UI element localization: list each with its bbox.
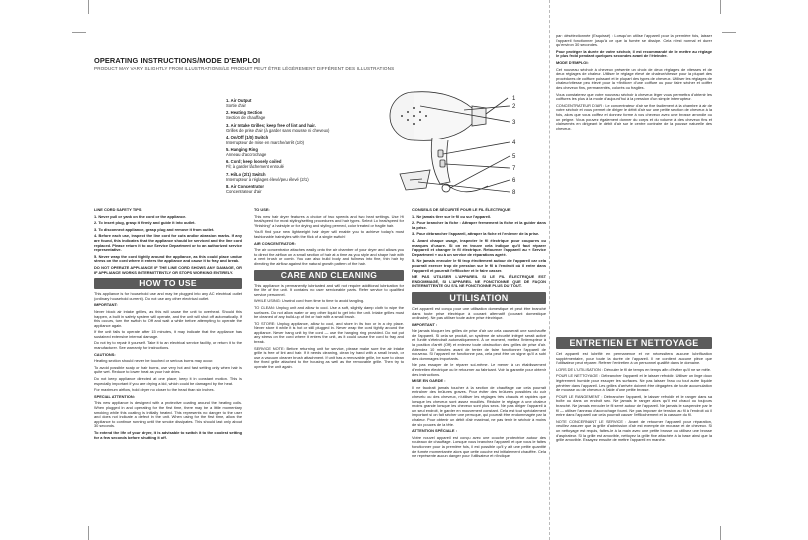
crop-mark xyxy=(88,526,89,540)
section-bar-how-to-use: HOW TO USE xyxy=(94,278,242,289)
parts-list-item: 2. Heating Section Section de chauffage xyxy=(226,110,266,121)
parts-list-item: 7. Hi/Lo (2/1) Switch Interrupteur à réglages élevé/peu élevé (2/1) xyxy=(226,171,309,182)
grille-hole xyxy=(401,115,403,117)
air-concentrator xyxy=(400,170,430,190)
callout-label: 2 xyxy=(512,104,516,110)
grille-hole xyxy=(419,119,421,121)
on-off-switch xyxy=(438,150,443,157)
col-en-care-cleaning: TO USE: This new hair dryer features a choice of two speeds and two heat settings. Use Hi heat/speed for most styling/setting procedures and hair types. Select Lo heat/speed for "finishing" a hairstyle or for drying and styling permed, color treated or fragile hair. You'll find your new lightweight hair dryer will enable you to achieve today's most fashionable hairstyles with the flick of a single switch! AIR CONCENTRATOR: The air concentrator attaches easily onto the air chamber of your dryer and allows you to direct the airflow on a small section of hair at a time as you style and shape hair with a vent brush or comb. You can also build body and fullness into fine, thin hair by directing the airflow against the natural growth pattern of the hair. CARE AND CLEANING This appliance is permanently lubricated and will not require additional lubrication for the life of the unit. It contains no user serviceable parts. Refer service to qualified service personnel. WHILE USING: Unwind cord from time to time to avoid tangling. TO CLEAN: Unplug unit and allow to cool. Use a soft, slightly damp cloth to wipe the surfaces. Do not allow water or any other liquid to get into the unit. Intake grilles must be cleaned of any build-up of lint or hair with a small brush. TO STORE: Unplug appliance, allow to cool, and store in its box or in a dry place. Never store it while it is hot or still plugged in. Never wrap the cord tightly around the appliance. Never hang unit by the cord — use the hanging ring provided. Do not put any stress on the cord where it enters the unit, as it could cause the cord to fray and break. SERVICE NOTE: Before returning unit for service, please make sure the air intake grille is free of lint and hair. If it needs cleaning, clean by hand with a small brush, or use a vacuum cleaner brush attachment. If unit has a removable grille, be sure to clean the fixed grille attached to the housing as well as the removable grille. Then try to operate the unit again. xyxy=(254,207,404,370)
callout-label: 4 xyxy=(512,140,516,146)
page-subtitle: PRODUCT MAY VARY SLIGHTLY FROM ILLUSTRATIONS/LE PRODUIT PEUT ÊTRE LÉGÈREMENT DIFFÉRENT DES ILLUSTRATIONS xyxy=(94,66,395,71)
page-title: OPERATING INSTRUCTIONS/MODE D'EMPLOI xyxy=(94,56,261,65)
callout-label: 8 xyxy=(512,190,516,196)
crop-mark xyxy=(720,0,721,14)
grille-hole xyxy=(413,115,415,117)
power-cord xyxy=(446,184,488,192)
crop-mark xyxy=(88,0,89,14)
parts-list-item: 5. Hanging Ring Anneau d'accrochage xyxy=(226,147,267,158)
grille-hole xyxy=(407,111,409,113)
section-heading: LINE CORD SAFETY TIPS xyxy=(94,207,142,212)
callout-label: 5 xyxy=(512,154,516,160)
dryer-body xyxy=(414,92,475,141)
fr-usage-intro: par: désélectionnée (Esquissé) : Lorsqu'on utilise l'appareil pour la première fois, laisser l'appareil fonctionner jusqu'à ce que la fumée se dissipe. Cela n'est normal et durer qu'environ 30 secondes. Pour protéger la durée de votre séchoir, il est recommandé de le mettre au réglage le plus froid pendant quelques secondes avant de l'éteindre. MODE D'EMPLOI: Cet nouveau séchoir à cheveux présente un choix de deux réglages de vitesses et de deux réglages de chaleur. Utiliser le réglage élevé de chaleur/vitesse pour la plupart des procédures de coiffure puissant et le plupart des types de cheveux. Utiliser les réglages de chaleur/vitesse peu élevé pour la «finition» d'une coiffure ou pour faire sécher et coiffer des cheveux fins, permanentés, colorés ou fragiles. Vous constaterez que votre nouveau séchoir à cheveux léger vous permettra d'obtenir les coiffures les plus à la mode d'aujourd'hui à la pression d'un simple interrupteur. CONCENTRATEUR D'AIR : Le concentrateur d'air se fixe facilement à la chambre à air de votre séchoir et vous permet de diriger le débit d'air sur une petite section de cheveux à la fois, alors que vous coiffez et donnez forme à vos cheveux avec une brosse arrondie ou un peigne. Vous pouvez également donner du corps et du volume à des cheveux fins et clairsemés en dirigeant le débit d'air sur le centre contraire de la pousse naturelle des cheveux. xyxy=(556,33,712,131)
crop-mark xyxy=(72,32,86,33)
parts-list-item: 3. Air Intake Grilles; keep free of lint and hair. Grilles de prise d'air (à garder sans mousse ni cheveux) xyxy=(226,122,330,133)
section-bar-entretien: ENTRETIEN ET NETTOYAGE xyxy=(556,337,712,349)
grille-hole xyxy=(413,107,415,109)
parts-list-item: 4. On/Off (1/0) Switch Interrupteur de mise en marche/arrêt (1/0) xyxy=(226,134,304,145)
crop-mark xyxy=(720,526,721,540)
col-fr-utilisation: CONSEILS DE SÉCURITÉ POUR LE FIL ÉLECTRIQUE 1. Ne jamais tirer sur le fil ou sur l'appareil. 2. Pour brancher la fiche : Attraper fermement la fiche et la guider dans la prise. 3. Pour débrancher l'appareil, attraper la fiche et l'enlever de la prise. 4. Avant chaque usage, inspecter le fil électrique pour coupures ou marques d'usure. Si on en trouve cela indique qu'il faut réparer l'appareil et changer le fil électrique. Retourner l'appareil au « Service Department » ou à un service de réparations agréé. 5. Ne jamais enrouler le fil trop étroitement autour de l'appareil car cela pourrait exercer trop de pression sur le fil à l'endroit où il entre dans l'appareil et pourrait l'effilocher et le faire casser. NE PAS UTILISER L'APPAREIL SI LE FIL ÉLECTRIQUE EST ENDOMMAGÉ, SI L'APPAREIL NE FONCTIONNE QUE DE FAÇON INTERMITTENTE OU S'IL NE FONCTIONNE PLUS DU TOUT. UTILISATION Cet appareil est conçu pour une utilisation domestique et peut être branché dans toute prise électrique à courant alternatif (courant domestique ordinaire). Ne pas utiliser toute autre prise électrique. IMPORTANT : Ne jamais bloquer les grilles de prise d'air car cela causerait une surchauffe de l'appareil. Si cela se produit, un système de sécurité intégré serait activé et l'unité s'éteindrait automatiquement. À ce moment, mettez l'interrupteur à la position d'arrêt (Off) et enlevez toute obstruction des grilles de prise d'air. Attendez 10 minutes avant de tenter de faire fonctionner l'appareil de nouveau. Si l'appareil ne fonctionne pas, cela peut être un signe qu'il a subi des dommages importants. Ne pas essayer de le réparer soi-même. Le mener à un établissement d'entretien électrique ou le retourner au fabricant. Voir la garantie pour obtenir des instructions. MISE EN GARDE : Il ne faudrait jamais toucher à la section de chauffage car cela pourrait entraîner des brûlures graves. Pour éviter des brûlures possibles du cuir chevelu ou des cheveux, n'utiliser les réglages très chauds et rapides que lorsque les cheveux sont assez mouillés. Réduire le réglage à une chaleur moins grande lorsque les cheveux sont plus secs. Ne pas diriger l'appareil à un seul endroit, le garder en mouvement constant. Cela est tout spécialement important si on fait sécher une perruque, qui pourrait être endommagée par la chaleur. Pour obtenir un débit d'air maximal, ne pas tenir le séchoir à moins de six pouces de la tête. ATTENTION SPÉCIALE : Votre nouvel appareil est conçu avec une couche protectrice autour des rouleaux de chauffage. Lorsque vous branchez l'appareil et que vous le faites fonctionner pour la première fois, il est possible qu'il y ait une petite quantité de fumée momentanée alors que cette couche est initialement chauffée. Cela ne représente aucun danger pour l'utilisateur et n'indique xyxy=(412,207,546,459)
section-bar-utilisation: UTILISATION xyxy=(412,292,546,304)
callout-label: 7 xyxy=(512,166,516,172)
col-en-how-to-use: LINE CORD SAFETY TIPS 1. Never pull or yank on the cord or the appliance. 2. To insert plug, grasp it firmly and guide it into outlet. 3. To disconnect appliance, grasp plug and remove it from outlet. 4. Before each use, inspect the line cord for cuts and/or abrasion marks. If any are found, this indicates that the appliance should be serviced and the line cord replaced. Please return it to our Service Department or to an authorized service representative. 5. Never wrap the cord tightly around the appliance, as this could place undue stress on the cord where it enters the appliance and cause it to fray and break. DO NOT OPERATE APPLIANCE IF THE LINE CORD SHOWS ANY DAMAGE, OR IF APPLIANCE WORKS INTERMITTENTLY OR STOPS WORKING ENTIRELY. HOW TO USE This appliance is for household use and may be plugged into any AC electrical outlet (ordinary household current). Do not use any other electrical outlet. IMPORTANT: Never block air intake grilles, as this will cause the unit to overheat. Should this happen, a built in safety system will operate, and the unit will shut off automatically. If this occurs, turn the switch to Off and wait a while before attempting to operate the appliance again. If the unit fails to operate after 15 minutes, it may indicate that the appliance has sustained extensive internal damage. Do not try to repair it yourself. Take it to an electrical service facility, or return it to the manufacturer. See warranty for instructions. CAUTIONS: Heating section should never be touched or serious burns may occur. To avoid possible scalp or hair burns, use very hot and fast setting only when hair is quite wet. Reduce to lower heat as your hair dries. Do not keep appliance directed at one place; keep it in constant motion. This is especially important if you are drying a kid, which could be damaged by the heat. For maximum airflow, hold dryer no closer to the head than six inches. SPECIAL ATTENTION: This new appliance is designed with a protective coating around the heating coils. When plugged in and operating for the first time, there may be a little momentary smoking while this coating is initially heated. This represents no danger to the user and does not indicate a defect in the unit. When using for the first time, allow the appliance to continue running until the smoke dissipates. This should last only about 30 seconds. To extend the life of your dryer, it is advisable to switch it to the coolest setting for a few seconds before shutting it off. xyxy=(94,207,242,440)
callout-label: 1 xyxy=(512,96,516,102)
parts-list xyxy=(226,98,346,196)
parts-list-item: 8. Air Concentrator Concentrateur d'air xyxy=(226,184,264,195)
section-heading: CONSEILS DE SÉCURITÉ POUR LE FIL ÉLECTRIQUE xyxy=(412,207,511,212)
callout-label: 3 xyxy=(512,120,516,126)
section-bar-care-cleaning: CARE AND CLEANING xyxy=(254,270,404,281)
hair-dryer-diagram xyxy=(360,84,542,200)
col-fr-entretien: ENTRETIEN ET NETTOYAGE Cet appareil est lubrifié en permanence et ne nécessitera aucune lubrification supplémentaire, pour toute la durée de l'appareil. Il ne contient aucune pièce que l'utilisateur peut réparer. Referer l'entretien à un personnel qualifié dans le domaine. LORS DE L'UTILISATION : Dérouler le fil de temps en temps afin d'éviter qu'il ne se mêle. POUR LE NETTOYAGE : Débrancher l'appareil et le laisser refroidir. Utiliser un linge doux légèrement humide pour essuyer les surfaces. Ne pas laisser l'eau ou tout autre liquide pénétrer dans l'appareil. Les grilles d'arrivée doivent être dégagées de toute accumulation de mousse ou de cheveux à l'aide d'une petite brosse. POUR LE RANGEMENT : Débrancher l'appareil, le laisser refroidir et le ranger dans sa boîte ou dans un endroit sec. Ne jamais le ranger alors qu'il est chaud ou toujours branché. Ne jamais enrouler le fil serré autour de l'appareil. Ne jamais le suspendre par le fil — utiliser l'anneau d'accrochage fourni. Ne pas imposer de tension au fil à l'endroit où il entre dans l'appareil car cela pourrait causer l'effilochement et la cassure du fil. NOTE CONCERNANT LE SERVICE : Avant de retourner l'appareil pour réparation, veuillez assurer que la grille d'admission d'air est exempte de mousse et de cheveux. Si un nettoyage est requis, faites-le à la main avec une petite brosse ou utilisez une brosse d'aspirateur. Si la grille est amovible, nettoyez la grille fixe attachée à la base ainsi que la grille amovible. Essayez ensuite de mettre l'appareil en marche. xyxy=(556,338,712,443)
crop-mark xyxy=(722,32,736,33)
fold-line xyxy=(549,0,550,540)
grille-hole xyxy=(407,119,409,121)
grille-hole xyxy=(425,115,427,117)
callout-label: 6 xyxy=(512,178,516,184)
hi-lo-switch xyxy=(440,160,445,167)
parts-list-item: 1. Air Output Sortie d'air xyxy=(226,98,252,108)
parts-list-item: 6. Cord; keep loosely coiled Fil; à garder lâchement enroulé xyxy=(226,159,284,170)
grille-hole xyxy=(419,111,421,113)
grille-hole xyxy=(413,123,415,125)
